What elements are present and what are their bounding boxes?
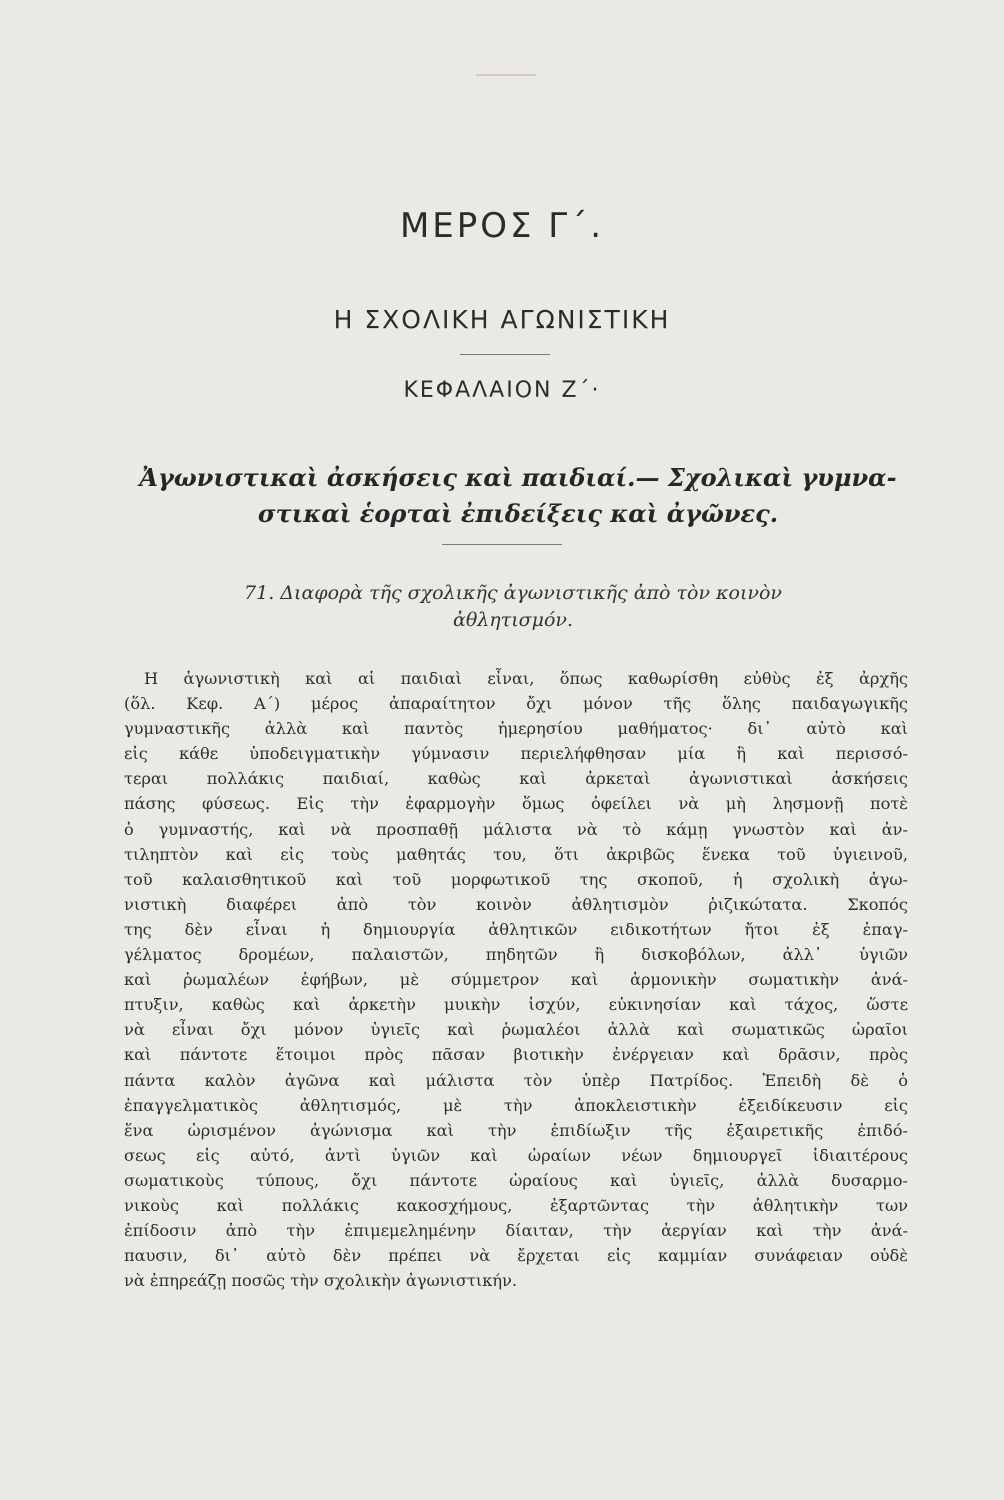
- text-line: καὶ πάντοτε ἕτοιμοι πρὸς πᾶσαν βιοτικὴν ἐνέργειαν καὶ δρᾶσιν, πρὸς: [124, 1045, 908, 1065]
- section-heading: [118, 580, 908, 634]
- chapter-title: ΚΕΦΑΛΑΙΟΝ Ζ΄·: [403, 378, 601, 403]
- divider-rule: [442, 544, 562, 545]
- text-line: (ὅλ. Κεφ. Α΄) μέρος ἀπαραίτητον ὄχι μόνον τῆς ὅλης παιδαγωγικῆς: [124, 694, 908, 714]
- text-line: εἰς κάθε ὑποδειγματικὴν γύμνασιν περιελήφθησαν μία ἢ καὶ περισσό-: [124, 744, 908, 764]
- text-line: σεως εἰς αὐτό, ἀντὶ ὑγιῶν καὶ ὡραίων νέων δημιουργεῖ ἰδιαιτέρους: [124, 1145, 908, 1165]
- text-line: γυμναστικῆς ἀλλὰ καὶ παντὸς ἡμερησίου μαθήματος· δι᾽ αὐτὸ καὶ: [124, 719, 908, 739]
- chapter-heading-line: Ἀγωνιστικαὶ ἀσκήσεις καὶ παιδιαί.— Σχολικαὶ γυμνα-: [139, 463, 897, 492]
- text-line: πτυξιν, καθὼς καὶ ἀρκετὴν μυικὴν ἰσχύν, εὐκινησίαν καὶ τάχος, ὥστε: [124, 995, 908, 1015]
- text-line: νὰ εἶναι ὄχι μόνον ὑγιεῖς καὶ ῥωμαλέοι ἀλλὰ καὶ σωματικῶς ὡραῖοι: [124, 1020, 908, 1040]
- body-paragraph: [124, 666, 908, 1293]
- text-line: ἐπίδοσιν ἀπὸ τὴν ἐπιμεμελημένην δίαιταν, τὴν ἀεργίαν καὶ τὴν ἀνά-: [124, 1221, 908, 1241]
- text-line: νιστικὴ διαφέρει ἀπὸ τὸν κοινὸν ἀθλητισμὸν ῥιζικώτατα. Σκοπός: [124, 894, 908, 914]
- text-line: πάντα καλὸν ἀγῶνα καὶ μάλιστα τὸν ὑπὲρ Πατρίδος. Ἐπειδὴ δὲ ὁ: [124, 1070, 908, 1090]
- text-line: τιληπτὸν καὶ εἰς τοὺς μαθητάς του, ὅτι ἀκριβῶς ἕνεκα τοῦ ὑγιεινοῦ,: [124, 844, 908, 864]
- text-line: νικοὺς καὶ πολλάκις κακοσχήμους, ἐξαρτῶντας τὴν ἀθλητικὴν των: [124, 1195, 908, 1215]
- text-line: νὰ ἐπηρεάζῃ ποσῶς τὴν σχολικὴν ἀγωνιστικήν.: [124, 1271, 518, 1291]
- section-heading-line: 71. Διαφορὰ τῆς σχολικῆς ἀγωνιστικῆς ἀπὸ τὸν κοινὸν: [244, 582, 782, 604]
- text-line: ὁ γυμναστής, καὶ νὰ προσπαθῇ μάλιστα νὰ τὸ κάμῃ γνωστὸν καὶ ἀν-: [124, 819, 908, 839]
- section-heading-line: ἀθλητισμόν.: [452, 609, 573, 631]
- text-line: παυσιν, δι᾽ αὐτὸ δὲν πρέπει νὰ ἔρχεται εἰς καμμίαν συνάφειαν οὐδὲ: [124, 1246, 908, 1266]
- text-line: Η ἀγωνιστικὴ καὶ αἱ παιδιαὶ εἶναι, ὅπως καθωρίσθη εὐθὺς ἐξ ἀρχῆς: [144, 669, 908, 688]
- text-line: καὶ ῥωμαλέων ἐφήβων, μὲ σύμμετρον καὶ ἁρμονικὴν σωματικὴν ἀνά-: [124, 970, 908, 990]
- text-line: πάσης φύσεως. Εἰς τὴν ἐφαρμογὴν ὅμως ὀφείλει νὰ μὴ λησμονῇ ποτὲ: [124, 794, 908, 814]
- chapter-heading-line: στικαὶ ἑορταὶ ἐπιδείξεις καὶ ἀγῶνες.: [257, 499, 779, 528]
- text-line: γέλματος δρομέων, παλαιστῶν, πηδητῶν ἢ δισκοβόλων, ἀλλ᾽ ὑγιῶν: [124, 945, 908, 965]
- top-ornament: [476, 74, 536, 76]
- divider-rule: [460, 354, 550, 355]
- text-line: ἐπαγγελματικὸς ἀθλητισμός, μὲ τὴν ἀποκλειστικὴν ἐξειδίκευσιν εἰς: [124, 1095, 908, 1115]
- text-line: τοῦ καλαισθητικοῦ καὶ τοῦ μορφωτικοῦ της σκοποῦ, ἡ σχολικὴ ἀγω-: [124, 869, 908, 889]
- text-line: της δὲν εἶναι ἡ δημιουργία ἀθλητικῶν ειδικοτήτων ἤτοι ἐξ ἐπαγ-: [124, 919, 908, 939]
- text-line: σωματικοὺς τύπους, ὄχι πάντοτε ὡραίους καὶ ὑγιεῖς, ἀλλὰ δυσαρμο-: [124, 1170, 908, 1190]
- text-line: τεραι πολλάκις παιδιαί, καθὼς καὶ ἀρκεταὶ ἀγωνιστικαὶ ἀσκήσεις: [124, 769, 908, 789]
- part-subtitle: Η ΣΧΟΛΙΚΗ ΑΓΩΝΙΣΤΙΚΗ: [333, 305, 671, 334]
- part-title: ΜΕΡΟΣ Γ΄.: [399, 206, 605, 246]
- chapter-heading: [118, 460, 918, 532]
- text-line: ἕνα ὡρισμένον ἀγώνισμα καὶ τὴν ἐπιδίωξιν τῆς ἐξαιρετικῆς ἐπιδό-: [124, 1120, 908, 1140]
